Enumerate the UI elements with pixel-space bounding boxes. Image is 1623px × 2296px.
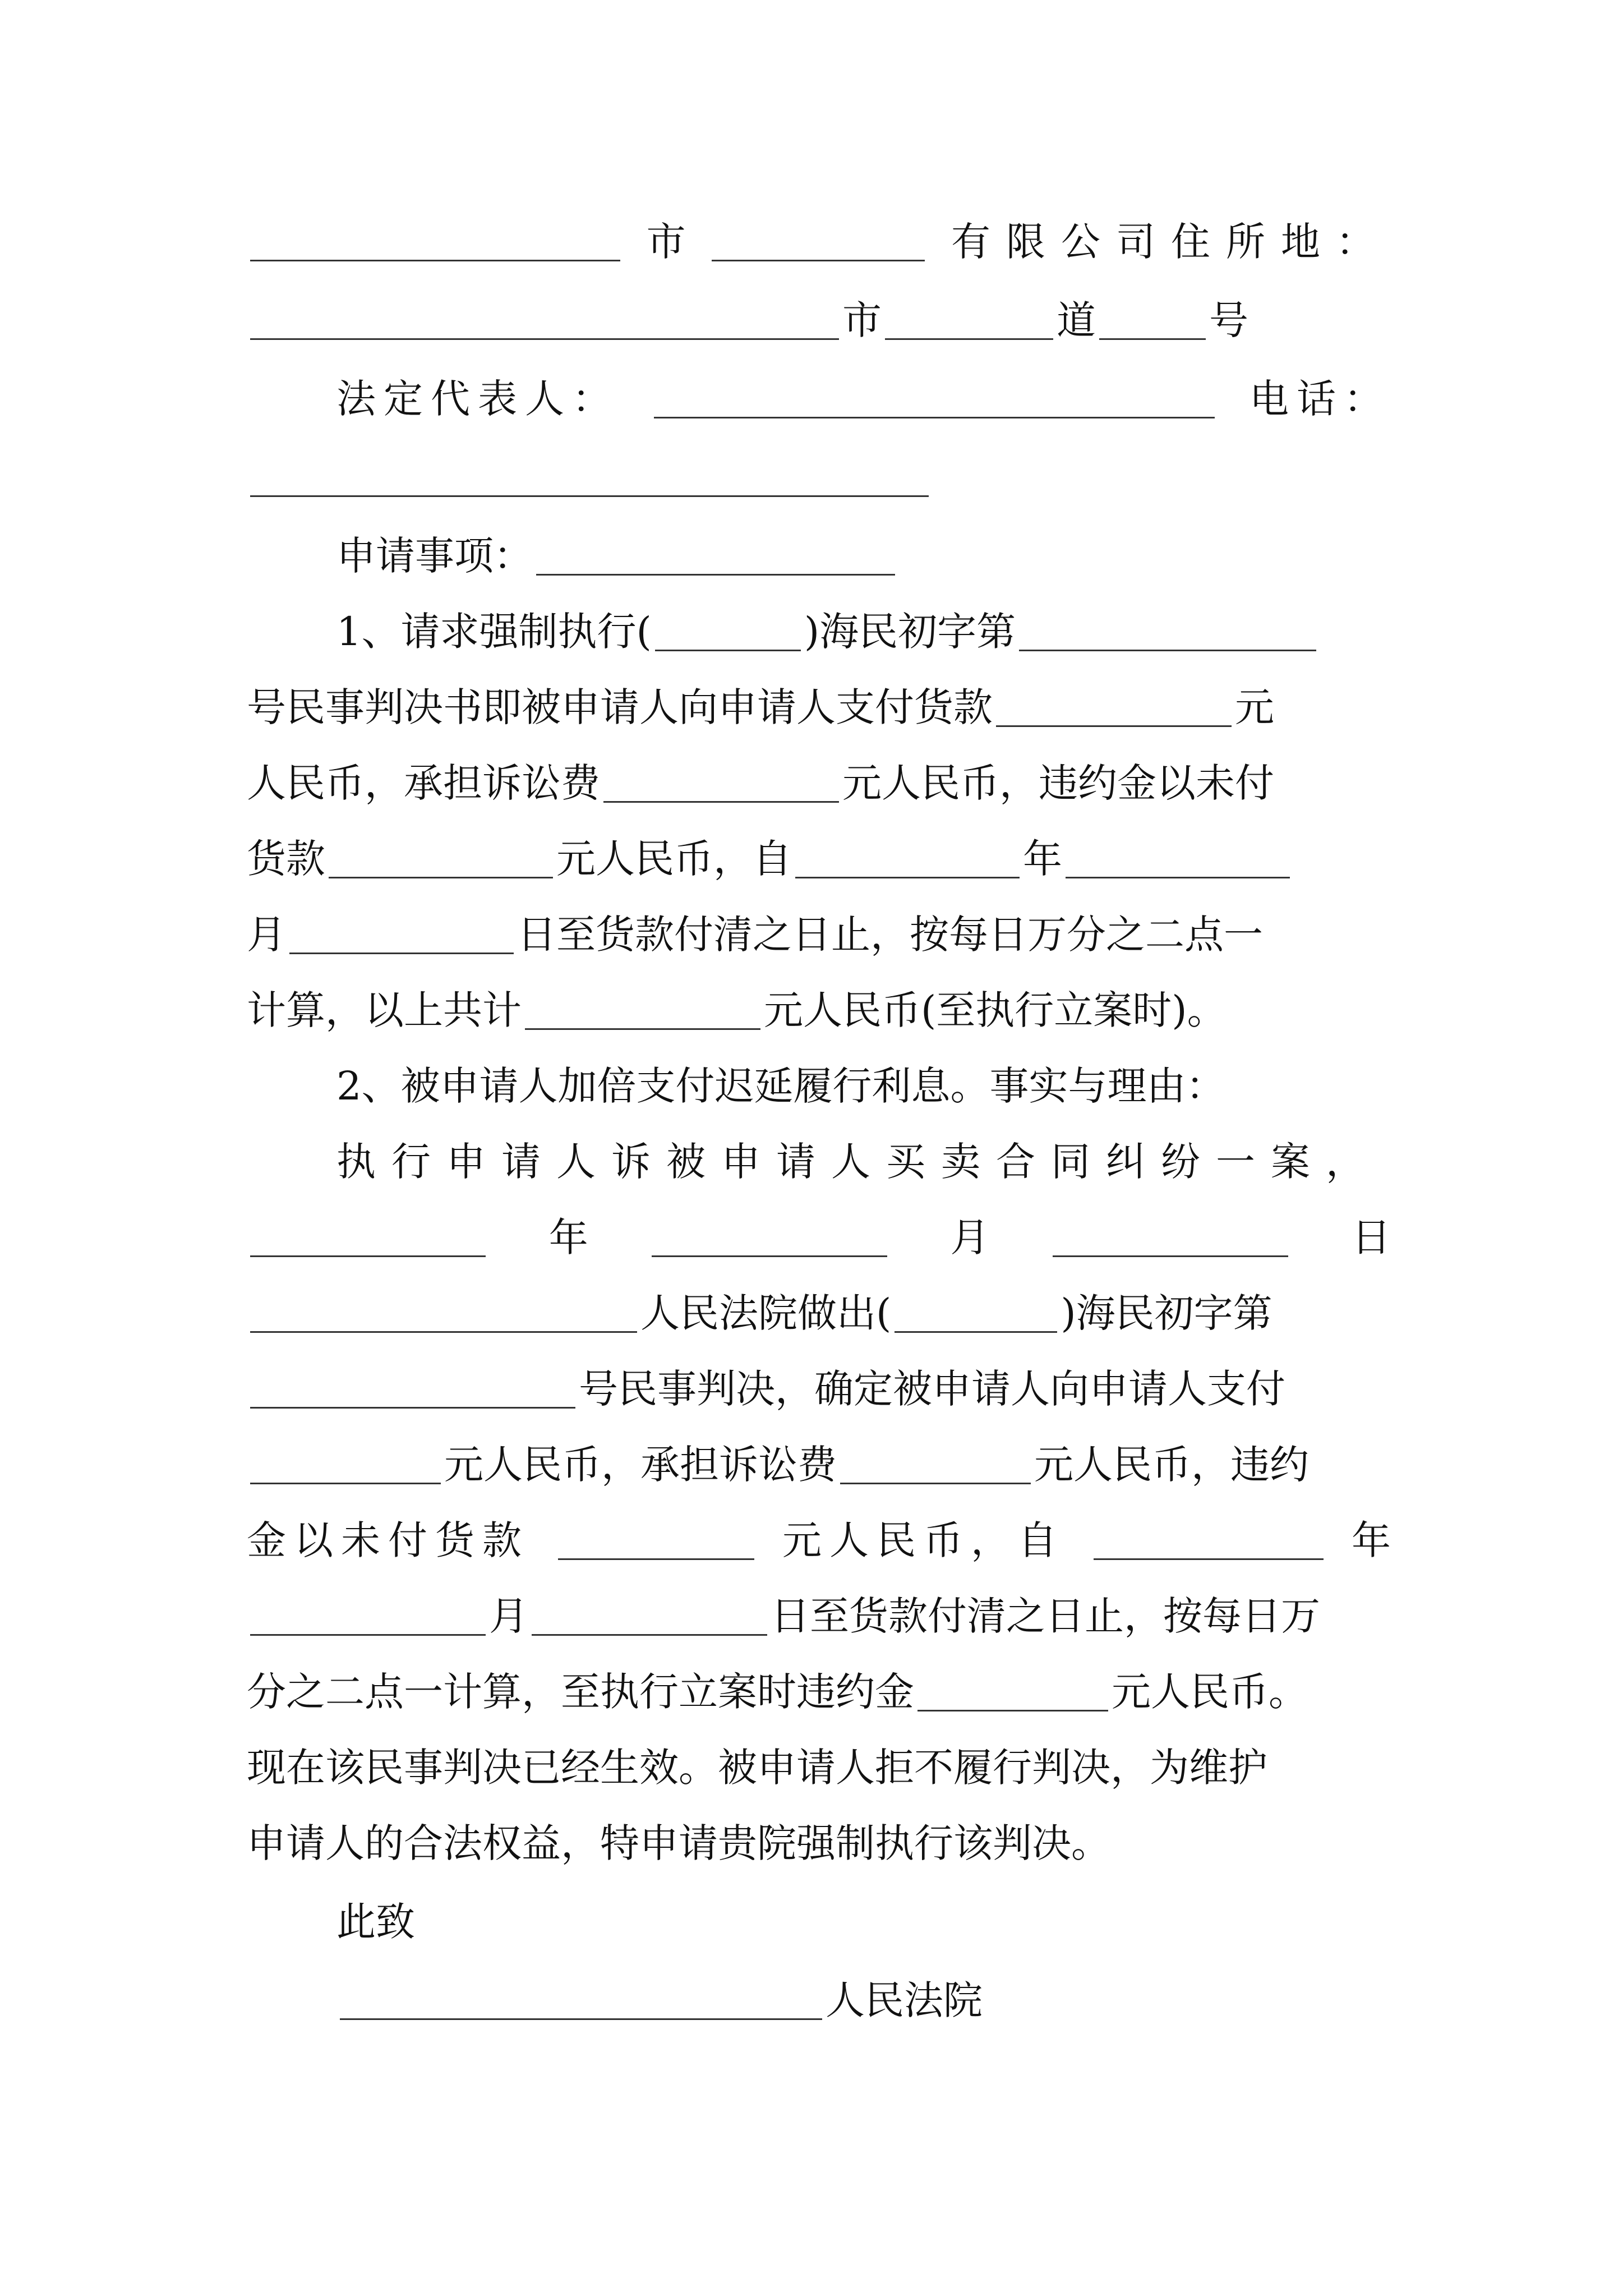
text-rmb-penalty: 元人民币，违约	[1034, 1442, 1309, 1488]
unpaid-amount-line	[247, 819, 1391, 892]
judgment-amounts-line	[247, 1425, 1391, 1498]
blank-judgment-year[interactable]	[250, 1225, 486, 1257]
court-judgment-line	[247, 1273, 1391, 1346]
address-line-street	[247, 280, 1391, 353]
text-effective: 现在该民事判决已经生效。被申请人拒不履行判决，为维护	[247, 1745, 1267, 1791]
item-2-line	[336, 1046, 1391, 1119]
date-range-line	[247, 895, 1391, 968]
blank-unpaid-amount[interactable]	[329, 846, 553, 878]
item-1-line	[336, 592, 1391, 665]
judgment-number-line	[247, 1349, 1391, 1422]
text-legal-rep-label: 法定代表人：	[336, 376, 619, 422]
blank-addressee-court[interactable]	[340, 1988, 822, 2020]
blank-application-matters[interactable]	[536, 544, 895, 576]
effective-line	[247, 1728, 1391, 1801]
text-year: 年	[1023, 836, 1062, 882]
text-peoples-court: 人民法院	[826, 1977, 983, 2023]
litigation-fee-line	[247, 743, 1391, 816]
blank-judgment-start-month[interactable]	[250, 1604, 486, 1636]
text-year-2: 年	[1352, 1517, 1391, 1563]
blank-litigation-fee[interactable]	[603, 771, 839, 803]
text-judgment-day: 日	[1351, 1214, 1391, 1260]
blank-judgment-day[interactable]	[1053, 1225, 1288, 1257]
text-application-matters-label: 申请事项：	[336, 533, 533, 579]
case-intro-line	[336, 1122, 1391, 1195]
total-line	[247, 970, 1391, 1043]
application-matters-line	[336, 516, 1391, 589]
text-judgment-payment: 号民事判决书即被申请人向申请人支付货款	[247, 684, 993, 730]
text-case-intro: 执行申请人诉被申请人买卖合同纠纷一案，	[336, 1139, 1381, 1185]
request-line	[247, 1803, 1391, 1876]
blank-company-name[interactable]	[712, 229, 925, 261]
text-calc-total: 计算，以上共计	[247, 987, 522, 1033]
text-case-prefix: )海民初字第	[804, 609, 1016, 655]
text-number: 号	[1209, 297, 1248, 343]
text-phone-label: 电话：	[1249, 376, 1391, 422]
blank-judgment-unpaid[interactable]	[558, 1528, 754, 1560]
text-until-paid-2: 日至货款付清之日止，按每日万	[771, 1593, 1320, 1639]
judgment-payment-line	[247, 668, 1391, 740]
text-rmb-until-filing: 元人民币(至执行立案时)。	[764, 987, 1227, 1033]
text-judgment-month: 月	[950, 1214, 990, 1260]
blank-start-day[interactable]	[289, 922, 514, 954]
text-unpaid-goods: 金以未付货款	[247, 1517, 529, 1563]
text-judgment-determined: 号民事判决，确定被申请人向申请人支付	[579, 1366, 1285, 1412]
blank-penalty-amount[interactable]	[917, 1680, 1108, 1711]
addressee-court-line	[336, 1961, 1391, 2033]
blank-phone[interactable]	[250, 465, 929, 497]
blank-court-name[interactable]	[250, 1301, 637, 1333]
text-penalty-calc: 分之二点一计算，至执行立案时违约金	[247, 1669, 914, 1715]
text-goods-payment: 货款	[247, 836, 325, 882]
blank-judgment-payment[interactable]	[250, 1452, 441, 1484]
blank-case-year[interactable]	[655, 619, 801, 651]
text-rmb-from-2: 元人民币，自	[782, 1517, 1065, 1563]
text-item-1-start: 1、请求强制执行(	[336, 609, 652, 655]
blank-judgment-month[interactable]	[652, 1225, 887, 1257]
address-line-company	[247, 202, 1391, 275]
text-item-2: 2、被申请人加倍支付迟延履行利息。事实与理由：	[336, 1063, 1225, 1109]
text-rmb-from: 元人民币，自	[556, 836, 792, 882]
text-rmb-end: 元人民币。	[1112, 1669, 1308, 1715]
blank-start-month[interactable]	[1066, 846, 1290, 878]
text-road: 道	[1057, 297, 1096, 343]
text-until-paid: 日至货款付清之日止，按每日万分之二点一	[517, 912, 1263, 958]
blank-judgment-start-year[interactable]	[1094, 1528, 1324, 1560]
judgment-unpaid-line	[247, 1501, 1391, 1573]
judgment-date-line	[247, 1198, 1391, 1271]
text-city: 市	[646, 219, 686, 265]
blank-start-year[interactable]	[795, 846, 1020, 878]
blank-city[interactable]	[250, 229, 620, 261]
blank-legal-rep[interactable]	[654, 386, 1215, 418]
salutation-line	[336, 1882, 1391, 1955]
text-salutation: 此致	[336, 1899, 415, 1945]
blank-judgment-number[interactable]	[250, 1377, 575, 1409]
text-request: 申请人的合法权益，特申请贵院强制执行该判决。	[247, 1820, 1110, 1866]
penalty-total-line	[247, 1652, 1391, 1725]
legal-rep-line	[336, 359, 1391, 432]
text-month: 月	[247, 912, 286, 958]
blank-payment-amount[interactable]	[996, 695, 1232, 727]
judgment-date-range-line	[247, 1576, 1391, 1649]
blank-road[interactable]	[885, 308, 1053, 340]
phone-line	[247, 438, 1391, 510]
blank-judgment-start-day[interactable]	[532, 1604, 767, 1636]
text-rmb-litigation-fee: 人民币，承担诉讼费	[247, 760, 600, 806]
text-yuan: 元	[1235, 684, 1274, 730]
text-rmb-litigation-fee-2: 元人民币，承担诉讼费	[444, 1442, 837, 1488]
text-company-address-label: 有限公司住所地：	[951, 219, 1391, 265]
text-month-2: 月	[489, 1593, 528, 1639]
text-court-made: 人民法院做出(	[640, 1290, 892, 1336]
text-penalty-unpaid: 元人民币，违约金以未付	[842, 760, 1274, 806]
blank-case-number[interactable]	[1019, 619, 1316, 651]
blank-judgment-litigation-fee[interactable]	[840, 1452, 1031, 1484]
text-judgment-case-prefix: )海民初字第	[1061, 1290, 1272, 1336]
blank-address-city[interactable]	[250, 308, 839, 340]
blank-judgment-case-year[interactable]	[895, 1301, 1057, 1333]
blank-number[interactable]	[1099, 308, 1206, 340]
blank-total-amount[interactable]	[525, 998, 760, 1030]
text-judgment-year: 年	[548, 1214, 588, 1260]
text-city-2: 市	[842, 297, 882, 343]
